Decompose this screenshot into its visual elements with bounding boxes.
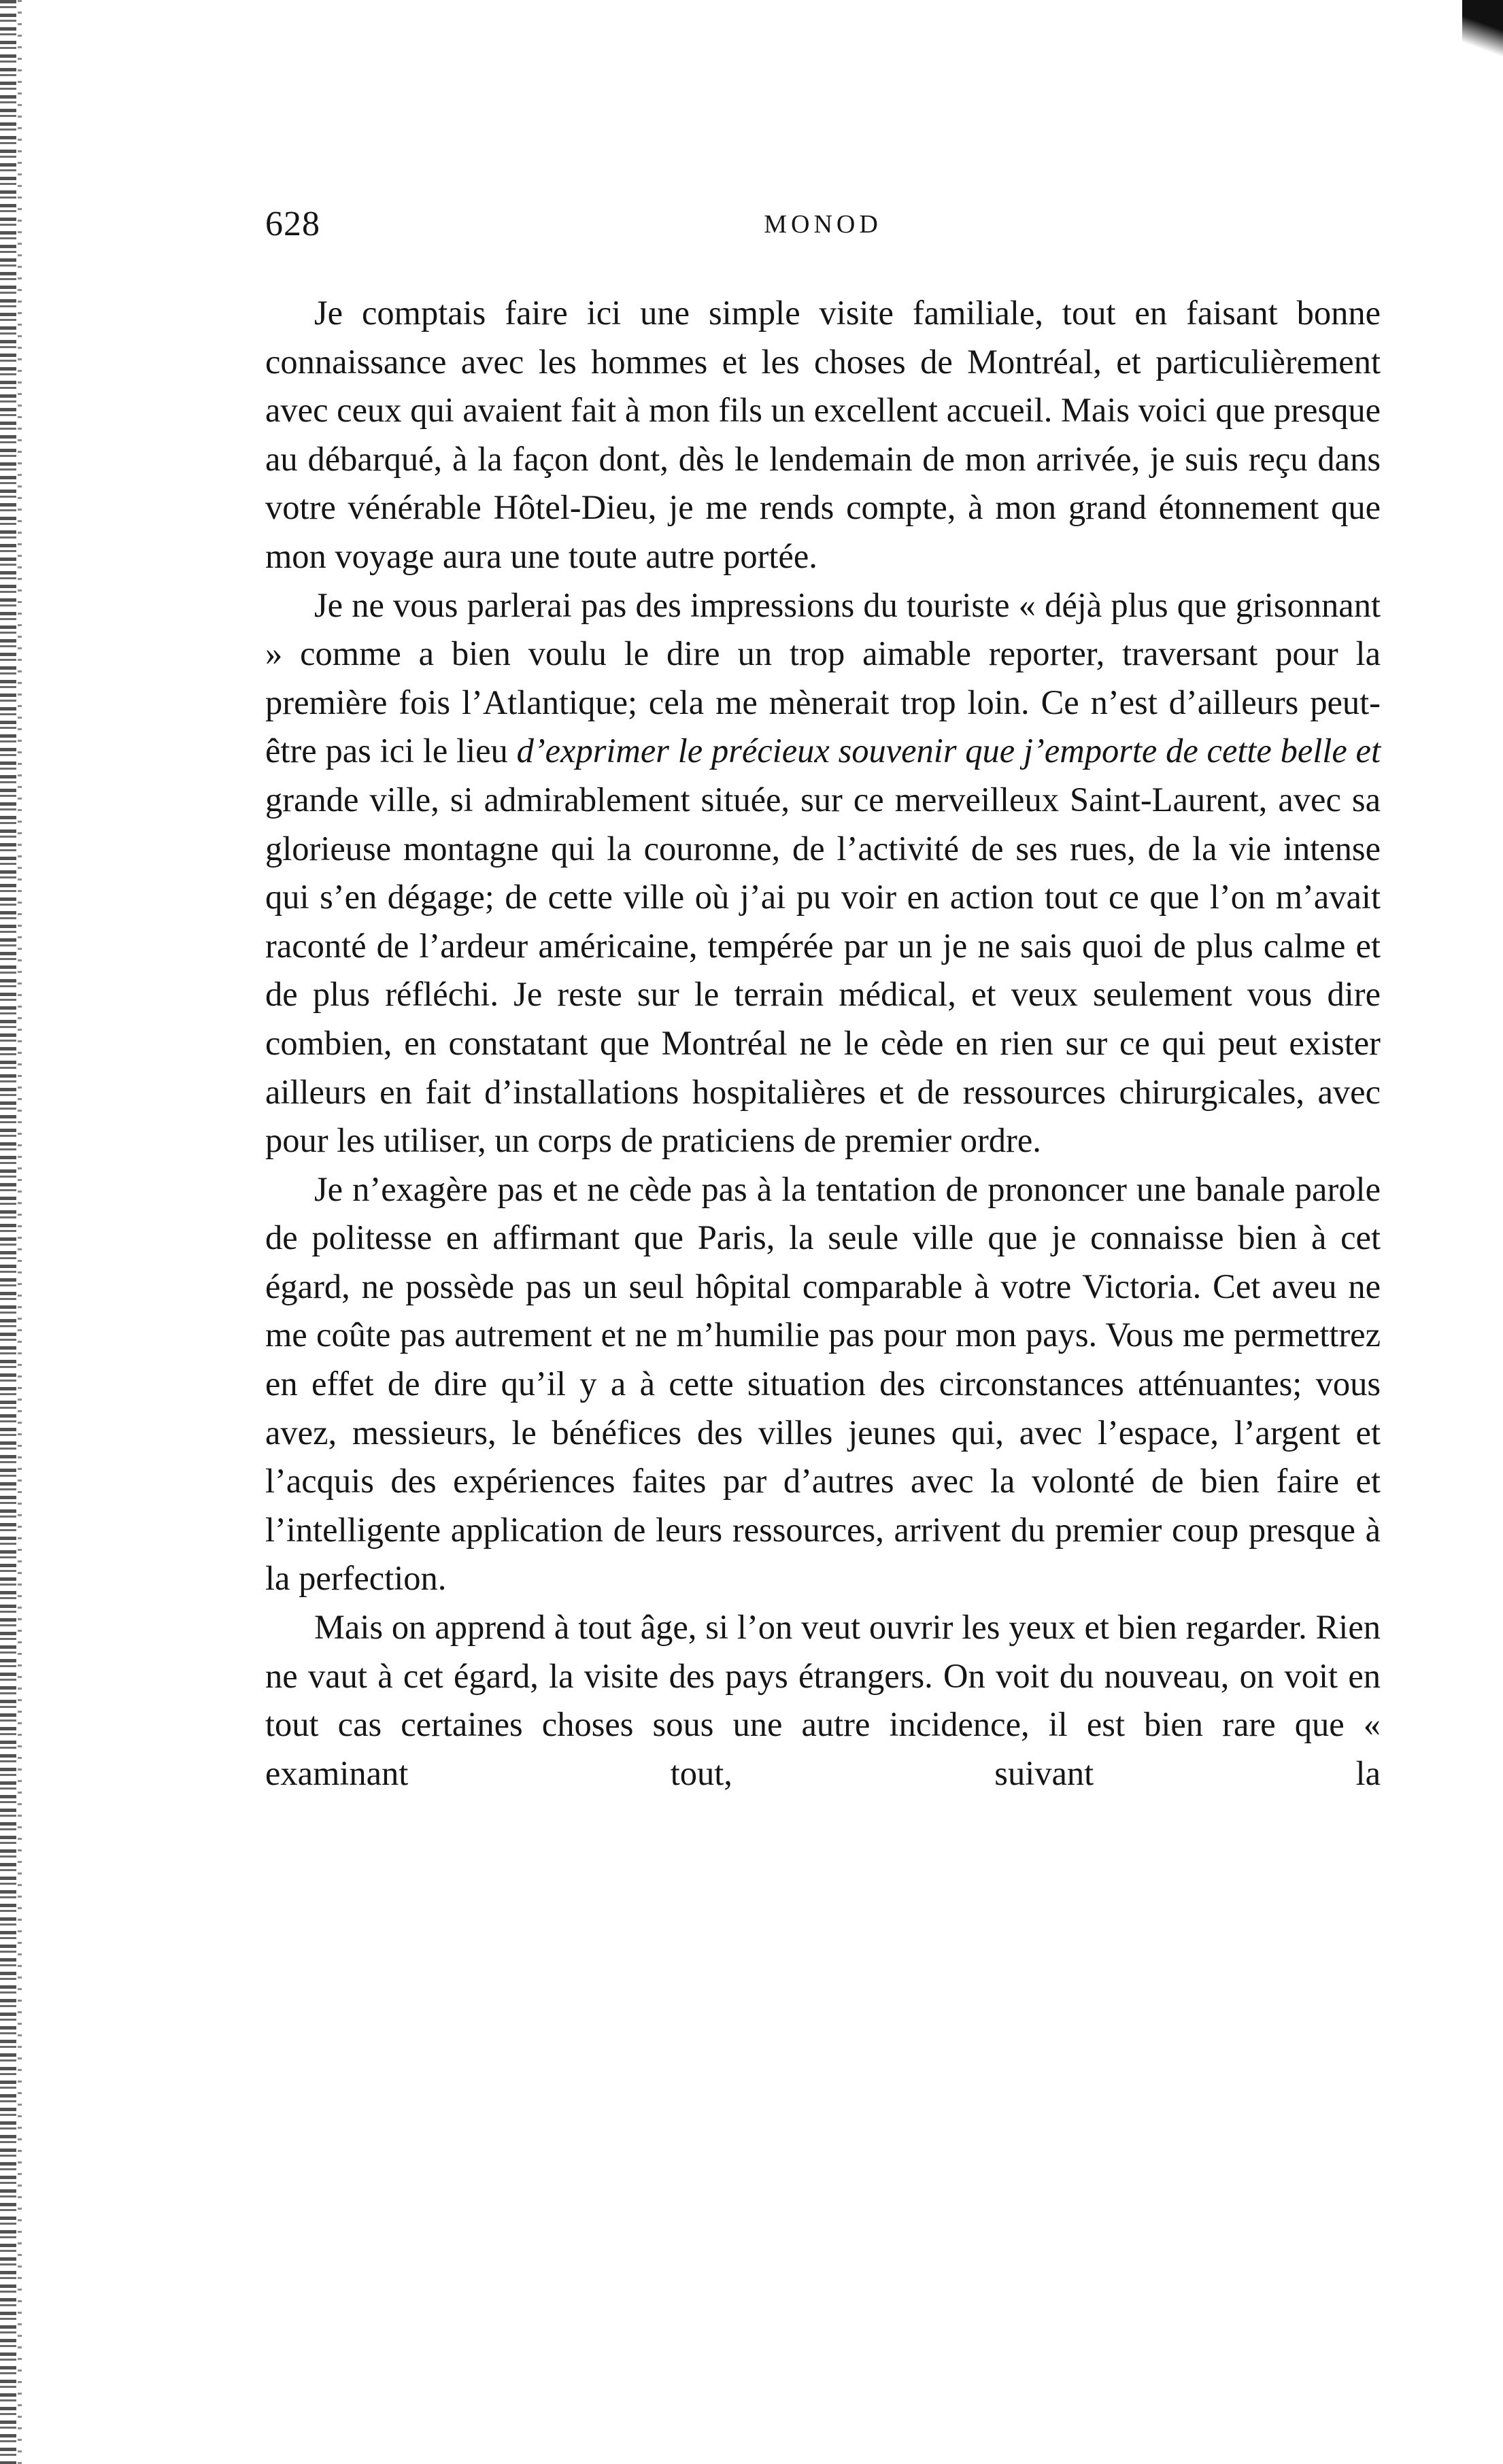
paragraph-2-text-end: grande ville, si admirablement située, sur ce merveilleux Saint-Laurent, avec sa glorieuse montagne qui la couronne, de l’activité de ses rues, de la vie intense qui s’en dégage; de cette ville où j’ai pu voir en action tout ce que l’on m’avait raconté de l’ardeur américaine, tempérée par un je ne sais quoi de plus calme et de plus réfléchi. Je reste sur le terrain médical, et veux seulement vous dire combien, en constatant que Montréal ne le cède en rien sur ce qui peut exister ailleurs en fait d’installations hospitalières et de ressources chirurgicales, avec pour les utiliser, un corps de praticiens de premier ordre.	[265, 780, 1381, 1160]
scan-edge-left	[0, 0, 16, 2464]
paragraph-2-text-start: Je ne vous parlerai pas des impressions du touriste « déjà plus que grisonnant » comme a bien voulu le dire un trop aimable reporter, traversant pour la première fois l’Atlantique; cela me mènerait trop loin. Ce n’est d’ailleurs peut-être pas ici le lieu	[265, 585, 1381, 770]
page-header	[265, 204, 1381, 258]
body-text	[265, 289, 1381, 1798]
paragraph-3: Je n’exagère pas et ne cède pas à la tentation de prononcer une banale parole de politesse en affirmant que Paris, la seule ville que je connaisse bien à cet égard, ne possède pas un seul hôpital comparable à votre Victoria. Cet aveu ne me coûte pas autrement et ne m’humilie pas pour mon pays. Vous me permettrez en effet de dire qu’il y a à cette situation des circonstances atténuantes; vous avez, messieurs, le bénéfices des villes jeunes qui, avec l’espace, l’argent et l’acquis des expériences faites par d’autres avec la volonté de bien faire et l’intelligente application de leurs ressources, arrivent du premier coup presque à la perfection.	[265, 1169, 1381, 1598]
paragraph-1: Je comptais faire ici une simple visite familiale, tout en faisant bonne connaissance avec les hommes et les choses de Montréal, et particulièrement avec ceux qui avaient fait à mon fils un excellent accueil. Mais voici que presque au débarqué, à la façon dont, dès le lendemain de mon arrivée, je suis reçu dans votre vénérable Hôtel-Dieu, je me rends compte, à mon grand étonnement que mon voyage aura une toute autre portée.	[265, 294, 1381, 575]
scan-corner-mark	[1462, 0, 1503, 61]
paragraph-2	[265, 581, 1381, 1165]
running-head: MONOD	[764, 210, 882, 239]
page-number: 628	[265, 205, 320, 243]
paragraph-4: Mais on apprend à tout âge, si l’on veut ouvrir les yeux et bien regarder. Rien ne vaut à cet égard, la visite des pays étrangers. On voit du nouveau, on voit en tout cas certaines choses sous une autre incidence, il est bien rare que « examinant tout, suivant la	[265, 1608, 1381, 1792]
paragraph-2-italic: d’exprimer le précieux souvenir que j’emporte de cette belle et	[516, 732, 1381, 770]
scan-edge-shadow	[18, 0, 22, 2464]
